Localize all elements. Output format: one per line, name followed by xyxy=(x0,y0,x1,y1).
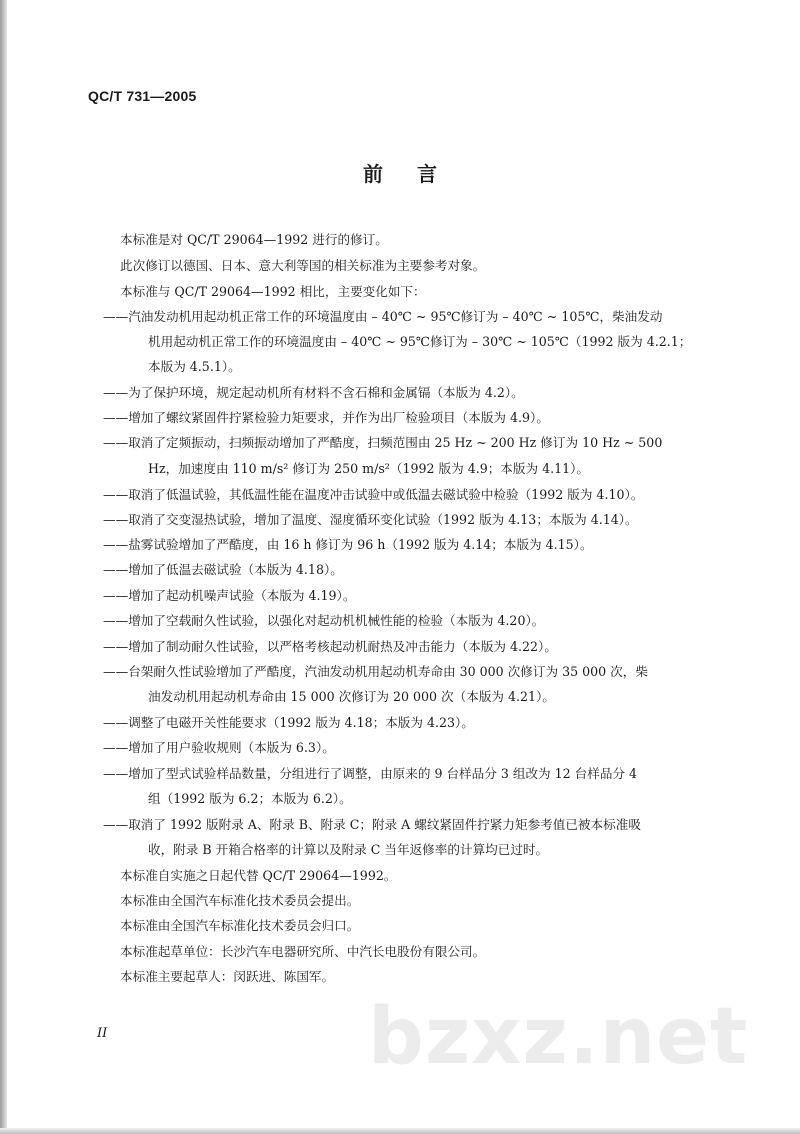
title-char: 言 xyxy=(417,162,437,186)
change-item: ——为了保护环境，规定起动机所有材料不含石棉和金属镉（本版为 4.2）。 xyxy=(103,385,524,400)
change-item-continued: 机用起动机正常工作的环境温度由 – 40℃ ~ 95℃修订为 – 30℃ ~ 105℃（1992 版为 4.2.1； xyxy=(148,334,692,349)
change-item: ——取消了 1992 版附录 A、附录 B、附录 C；附录 A 螺纹紧固件拧紧力矩参考值已被本标准吸 xyxy=(103,817,641,832)
watermark: bzxz.net xyxy=(368,992,749,1082)
change-item: ——增加了螺纹紧固件拧紧检验力矩要求，并作为出厂检验项目（本版为 4.9）。 xyxy=(103,410,549,425)
body-paragraph: 此次修订以德国、日本、意大利等国的相关标准为主要参考对象。 xyxy=(120,258,486,273)
change-item-continued: 本版为 4.5.1）。 xyxy=(148,359,241,374)
body-paragraph: 本标准是对 QC/T 29064—1992 进行的修订。 xyxy=(120,232,388,247)
change-item: ——增加了低温去磁试验（本版为 4.18）。 xyxy=(103,562,343,577)
change-item: ——取消了交变湿热试验，增加了温度、湿度循环变化试验（1992 版为 4.13；本版为 4.14）。 xyxy=(103,512,638,527)
change-item: ——取消了低温试验，其低温性能在温度冲击试验中或低温去磁试验中检验（1992 版为 4.10）。 xyxy=(103,487,644,502)
body-paragraph: 本标准由全国汽车标准化技术委员会提出。 xyxy=(120,893,360,908)
change-item: ——盐雾试验增加了严酷度，由 16 h 修订为 96 h（1992 版为 4.14；本版为 4.15）。 xyxy=(103,537,593,552)
body-paragraph: 本标准起草单位：长沙汽车电器研究所、中汽长电股份有限公司。 xyxy=(120,944,486,959)
change-item-continued: 收，附录 B 开箱合格率的计算以及附录 C 当年返修率的计算均已过时。 xyxy=(148,842,549,857)
change-item-continued: 组（1992 版为 6.2；本版为 6.2）。 xyxy=(148,791,352,806)
scan-bottom-edge xyxy=(0,1128,800,1134)
body-paragraph: 本标准与 QC/T 29064—1992 相比，主要变化如下： xyxy=(120,284,426,299)
change-item-continued: Hz，加速度由 110 m/s² 修订为 250 m/s²（1992 版为 4.9；本版为 4.11）。 xyxy=(148,461,590,476)
page-number: II xyxy=(97,1026,108,1041)
change-item: ——汽油发动机用起动机正常工作的环境温度由 – 40℃ ~ 95℃修订为 – 40℃ ~ 105℃，柴油发动 xyxy=(103,309,663,324)
body-paragraph: 本标准自实施之日起代替 QC/T 29064—1992。 xyxy=(120,868,397,883)
section-title xyxy=(0,158,800,187)
change-item: ——增加了用户验收规则（本版为 6.3）。 xyxy=(103,740,335,755)
change-item: ——增加了空载耐久性试验，以强化对起动机机械性能的检验（本版为 4.20）。 xyxy=(103,613,545,628)
change-item: ——调整了电磁开关性能要求（1992 版为 4.18；本版为 4.23）。 xyxy=(103,715,474,730)
change-item: ——增加了制动耐久性试验，以严格考核起动机耐热及冲击能力（本版为 4.22）。 xyxy=(103,639,557,654)
change-item: ——取消了定频振动，扫频振动增加了严酷度，扫频范围由 25 Hz ~ 200 Hz 修订为 10 Hz ~ 500 xyxy=(103,435,663,450)
change-item: ——台架耐久性试验增加了严酷度，汽油发动机用起动机寿命由 30 000 次修订为 35 000 次，柴 xyxy=(103,664,648,679)
title-char: 前 xyxy=(363,162,383,186)
change-item: ——增加了起动机噪声试验（本版为 4.19）。 xyxy=(103,588,356,603)
document-code: QC/T 731—2005 xyxy=(88,88,197,104)
change-item: ——增加了型式试验样品数量，分组进行了调整，由原来的 9 台样品分 3 组改为 12 台样品分 4 xyxy=(103,766,638,781)
body-paragraph: 本标准主要起草人：闵跃进、陈国军。 xyxy=(120,969,335,984)
change-item-continued: 油发动机用起动机寿命由 15 000 次修订为 20 000 次（本版为 4.21）。 xyxy=(148,689,555,704)
body-paragraph: 本标准由全国汽车标准化技术委员会归口。 xyxy=(120,918,360,933)
